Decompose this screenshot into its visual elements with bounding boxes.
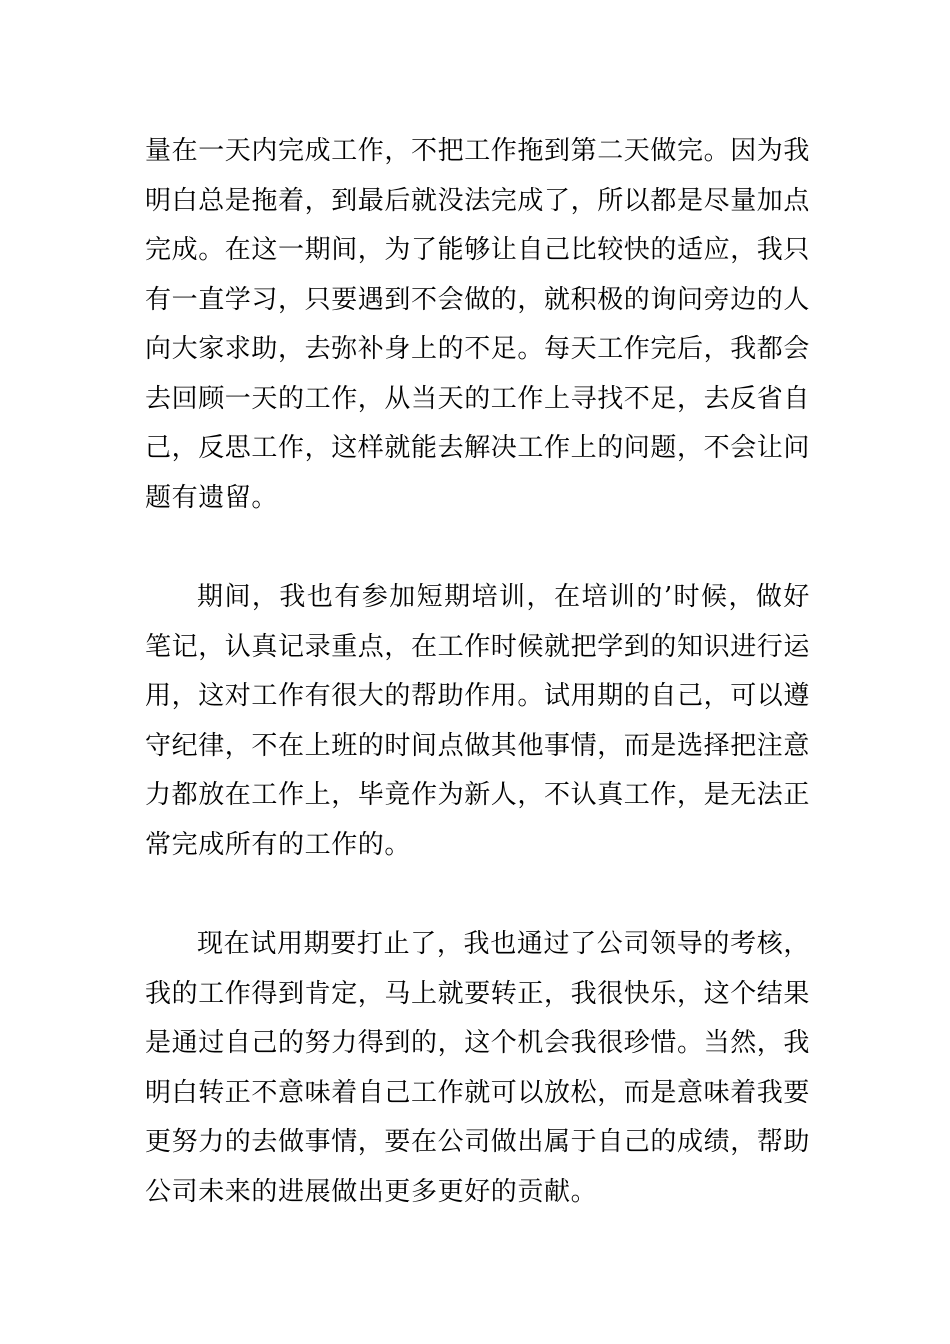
document-body (145, 127, 810, 1217)
paragraph-training: 期间，我也有参加短期培训，在培训的’时候，做好笔记，认真记录重点，在工作时候就把学到的知识进行运用，这对工作有很大的帮助作用。试用期的自己，可以遵守纪律，不在上班的时间点做其他事情，而是选择把注意力都放在工作上，毕竟作为新人，不认真工作，是无法正常完成所有的工作的。 (145, 582, 811, 860)
paragraph-continued: 量在一天内完成工作，不把工作拖到第二天做完。因为我明白总是拖着，到最后就没法完成了，所以都是尽量加点完成。在这一期间，为了能够让自己比较快的适应，我只有一直学习，只要遇到不会做的，就积极的询问旁边的人向大家求助，去弥补身上的不足。每天工作完后，我都会去回顾一天的工作，从当天的工作上寻找不足，去反省自己，反思工作，这样就能去解决工作上的问题，不会让问题有遗留。 (145, 136, 811, 513)
paragraph-probation-end: 现在试用期要打止了，我也通过了公司领导的考核，我的工作得到肯定，马上就要转正，我很快乐，这个结果是通过自己的努力得到的，这个机会我很珍惜。当然，我明白转正不意味着自己工作就可以放松，而是意味着我要更努力的去做事情，要在公司做出属于自己的成绩，帮助公司未来的进展做出更多更好的贡献。 (145, 929, 811, 1207)
